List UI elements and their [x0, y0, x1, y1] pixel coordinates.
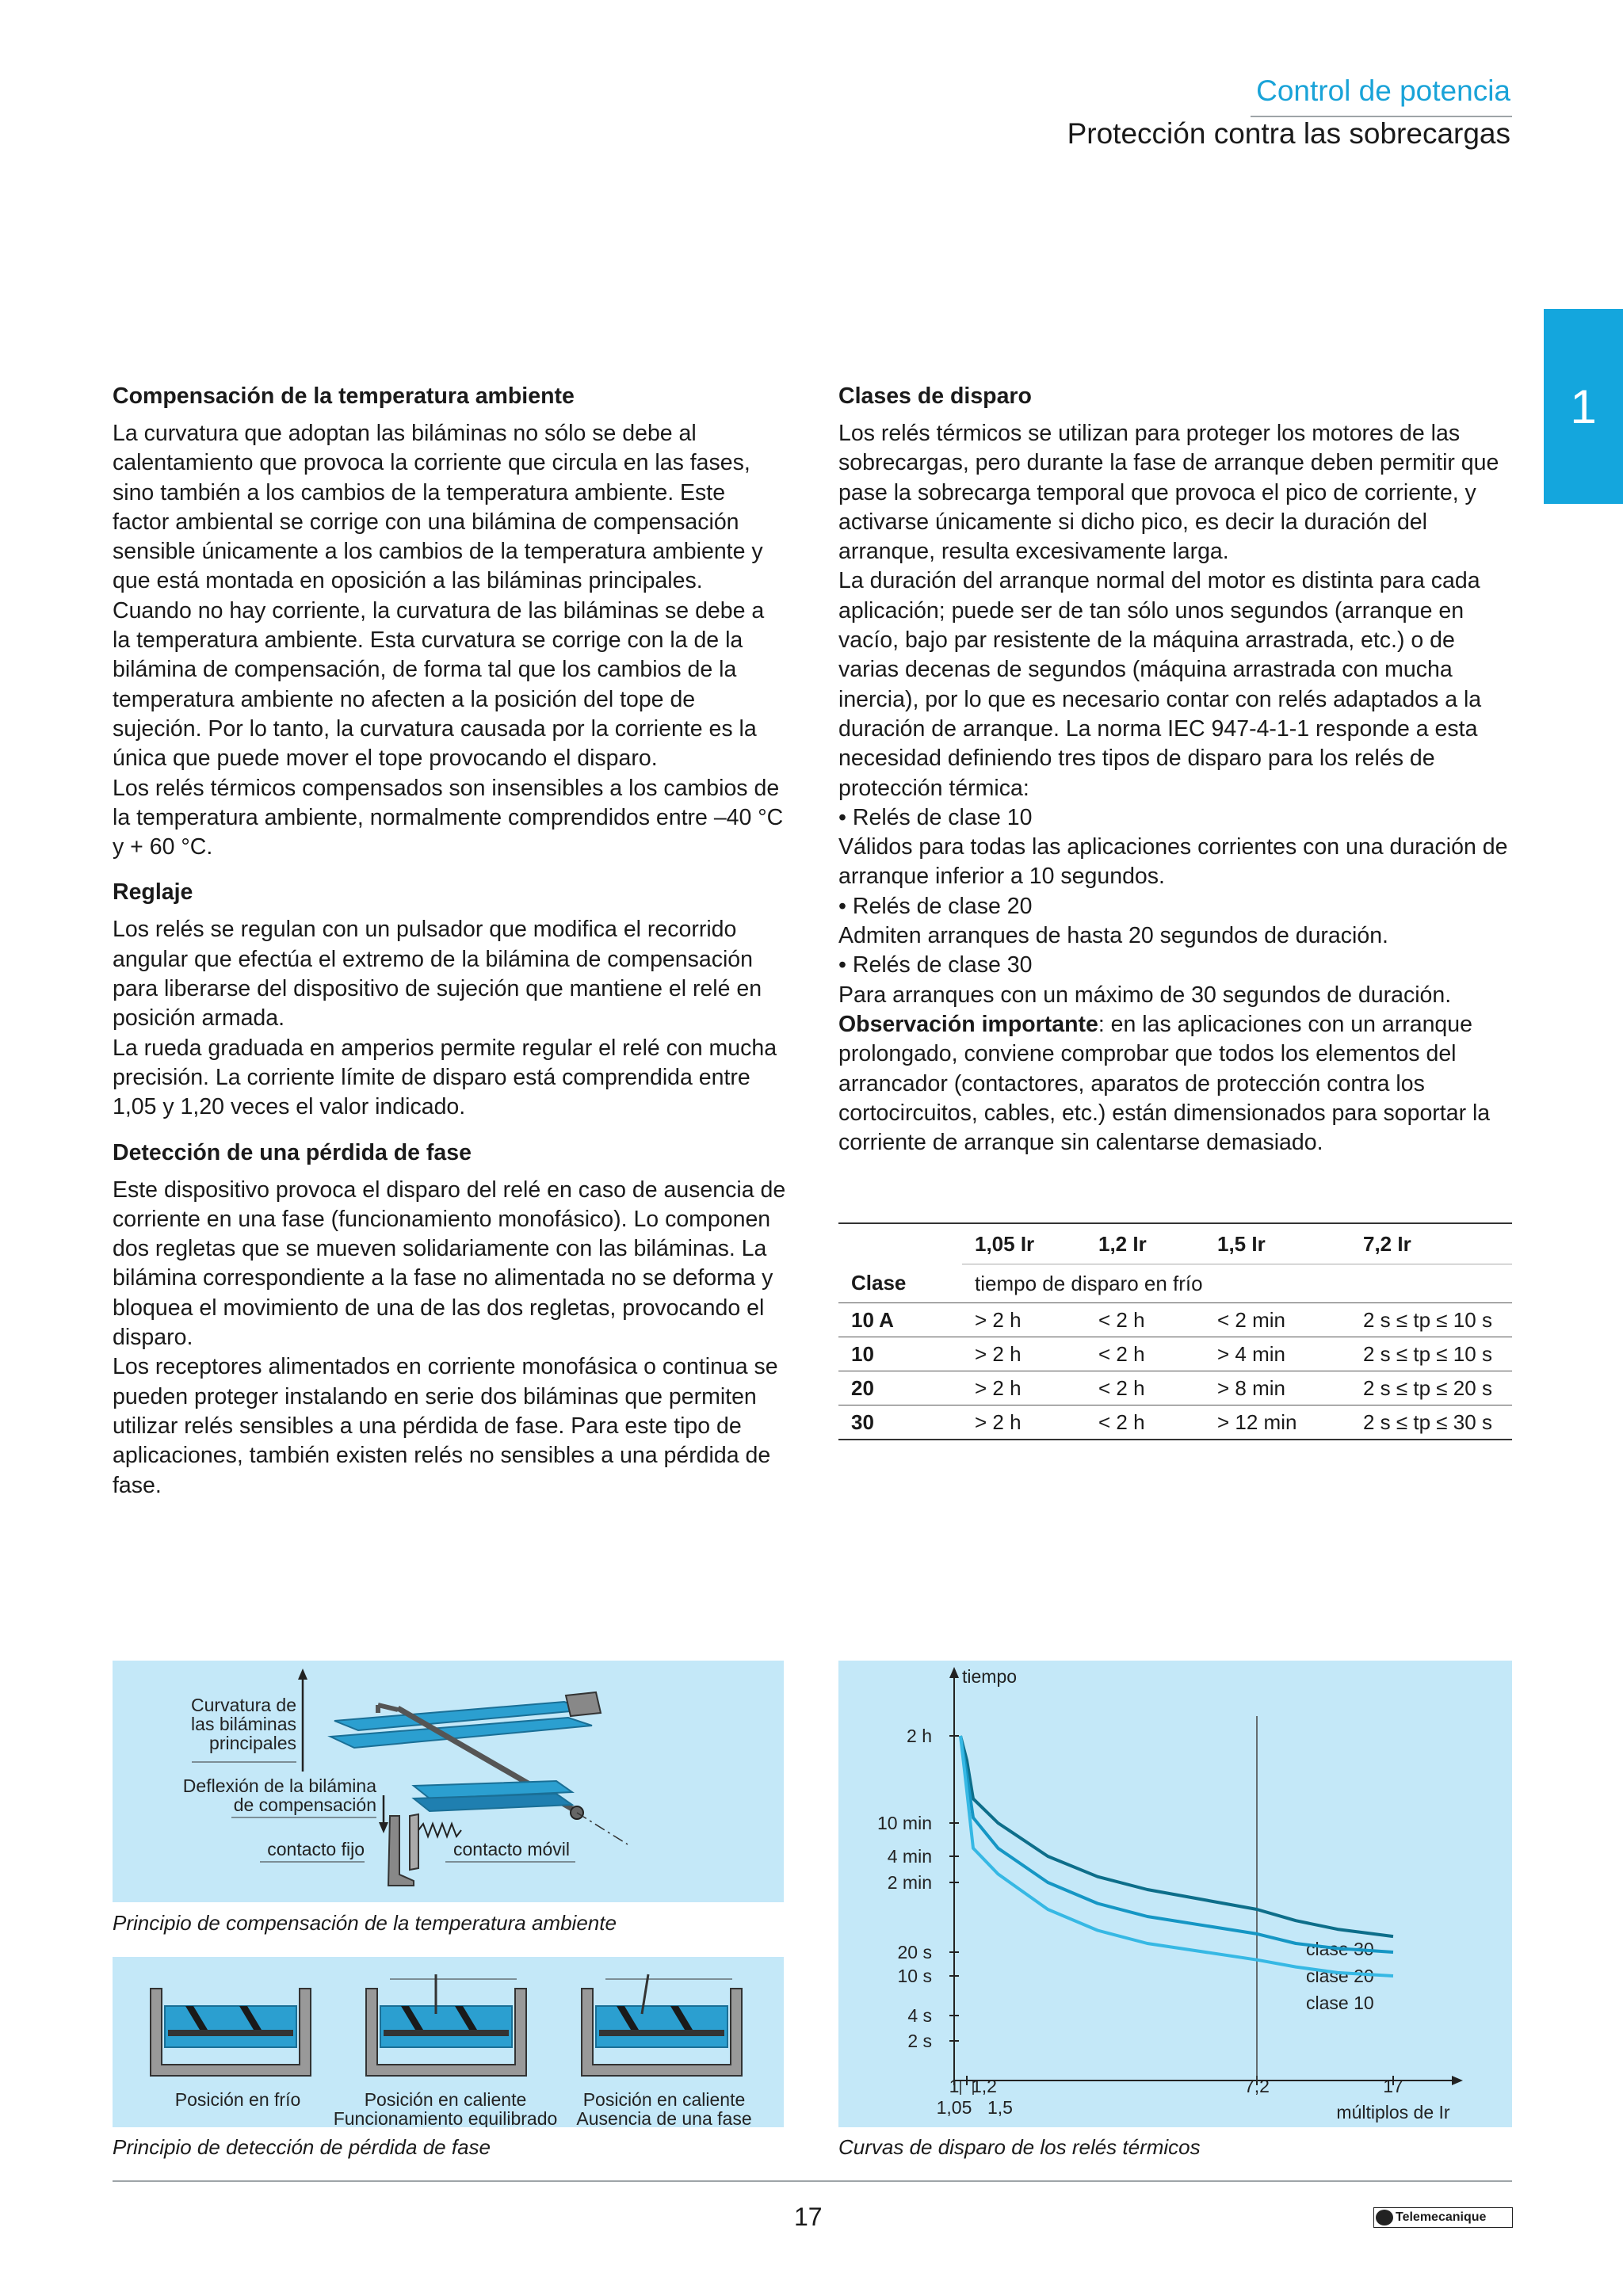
y-axis-label: tiempo	[962, 1666, 1018, 1687]
paragraph: Válidos para todas las aplicaciones corrientes con una duración de arranque inferior a 10 segundos.	[838, 834, 1508, 890]
svg-text:principales: principales	[209, 1733, 296, 1753]
brand-logo	[1373, 2207, 1513, 2228]
section-heading: Clases de disparo	[838, 383, 1032, 409]
table-row: 20 > 2 h < 2 h > 8 min 2 s ≤ tp ≤ 20 s	[838, 1371, 1512, 1405]
page-number: 17	[794, 2203, 823, 2231]
relay-hot-balanced	[366, 1974, 526, 2076]
y-tick-label: 10 min	[876, 1813, 932, 1833]
section-heading: Detección de una pérdida de fase	[113, 1139, 472, 1165]
y-tick-label: 10 s	[897, 1966, 932, 1986]
x-tick-label: 1,2	[972, 2076, 997, 2096]
figure-caption: Principio de compensación de la temperatura ambiente	[113, 1911, 617, 1935]
footer-divider	[113, 2180, 1512, 2182]
note-text: : en las aplicaciones con un arranque prolongado, conviene comprobar que todos los elementos del arrancador (contactores, aparatos de protección contra los cortocircuitos, cables, etc.) están dimensionados para soportar la corriente de arranque sin calentarse demasiado.	[838, 1011, 1491, 1156]
table-row: 10 A > 2 h < 2 h < 2 min 2 s ≤ tp ≤ 10 s	[838, 1303, 1512, 1337]
table-header-cell: 1,05 Ir	[962, 1223, 1086, 1264]
label-hot-balanced: Posición en caliente	[364, 2089, 527, 2110]
trip-curves-svg	[838, 1661, 1512, 2127]
table-header-row	[838, 1223, 1512, 1264]
section-phase-loss	[113, 1138, 786, 1501]
curve-clase-20	[960, 1736, 1393, 1952]
paragraph: Los relés térmicos se utilizan para proteger los motores de las sobrecargas, pero durante la fase de arranque deben permitir que pase la sobrecarga temporal que provoca el pico de corriente, y activarse únicamente si dicho pico, es decir la duración del arranque, resulta excesivamente larga.	[838, 421, 1499, 565]
page-subtitle: Protección contra las sobrecargas	[1067, 117, 1510, 150]
phase-loss-diagram	[113, 1957, 784, 2127]
x-tick-label: 1	[949, 2076, 960, 2096]
figure-caption: Principio de detección de pérdida de fase	[113, 2135, 491, 2159]
arrow-head-icon	[298, 1669, 307, 1680]
paragraph: Los relés se regulan con un pulsador que modifica el recorrido angular que efectúa el extremo de la bilámina de compensación para liberarse del dispositivo de sujeción que mantiene el relé en posición armada.	[113, 917, 762, 1032]
bimetal-holder	[566, 1692, 601, 1716]
x-tick-label: 17	[1383, 2076, 1403, 2096]
table-header-cell: 1,5 Ir	[1205, 1223, 1350, 1264]
svg-text:Ausencia de una fase: Ausencia de una fase	[576, 2108, 752, 2127]
series-label: clase 30	[1306, 1939, 1374, 1959]
relay-hot-phase-loss	[582, 1974, 742, 2076]
bullet-item: • Relés de clase 20	[838, 893, 1033, 919]
paragraph: Admiten arranques de hasta 20 segundos de duración.	[838, 923, 1388, 949]
brand-name: Telemecanique	[1396, 2210, 1487, 2224]
note-label: Observación importante	[838, 1011, 1098, 1037]
paragraph: Los receptores alimentados en corriente monofásica o continua se pueden proteger instalando en serie dos biláminas que permiten utilizar relés sensibles a una pérdida de fase. Para este tipo de aplicaciones, también existen relés no sensibles a una pérdida de fase.	[113, 1354, 778, 1498]
y-tick-label: 2 h	[907, 1726, 932, 1746]
label-deflection: Deflexión de la bilámina	[182, 1775, 376, 1796]
table-header-cell: Clase	[851, 1271, 907, 1295]
bullet-item: • Relés de clase 30	[838, 952, 1033, 978]
trip-curves-chart	[838, 1661, 1512, 2127]
y-tick-label: 20 s	[897, 1942, 932, 1962]
section-temperature-compensation	[113, 382, 786, 862]
paragraph: La rueda graduada en amperios permite regular el relé con mucha precisión. La corriente límite de disparo está comprendida entre 1,05 y 1,20 veces el valor indicado.	[113, 1035, 777, 1120]
label-moving-contact: contacto móvil	[453, 1839, 571, 1859]
y-tick-label: 2 min	[887, 1872, 932, 1893]
svg-text:de compensación: de compensación	[233, 1794, 376, 1815]
relay-cold	[151, 1989, 311, 2076]
chapter-tab[interactable]: 1	[1544, 309, 1623, 504]
section-title: Control de potencia	[1256, 74, 1510, 107]
spring	[418, 1824, 461, 1836]
note-paragraph	[838, 1010, 1512, 1158]
table-row: 10 > 2 h < 2 h > 4 min 2 s ≤ tp ≤ 10 s	[838, 1337, 1512, 1371]
paragraph: Para arranques con un máximo de 30 segundos de duración.	[838, 982, 1452, 1008]
x-tick-label: 1,5	[987, 2097, 1013, 2118]
label-cold: Posición en frío	[174, 2089, 301, 2110]
label-curvature: Curvatura de	[191, 1695, 296, 1715]
label-hot-phase-loss: Posición en caliente	[582, 2089, 746, 2110]
svg-text:Funcionamiento equilibrado: Funcionamiento equilibrado	[333, 2108, 558, 2127]
y-tick-label: 2 s	[907, 2031, 932, 2051]
compensation-figure	[113, 1661, 784, 1902]
table-header-cell: 7,2 Ir	[1350, 1223, 1512, 1264]
right-column	[838, 382, 1512, 1158]
svg-text:las biláminas: las biláminas	[191, 1714, 296, 1734]
x-axis-arrow-icon	[1452, 2076, 1463, 2085]
y-tick-label: 4 min	[887, 1846, 932, 1867]
brand-mark-icon	[1376, 2210, 1393, 2225]
paragraph: La curvatura que adoptan las biláminas no sólo se debe al calentamiento que provoca la corriente que circula en las fases, sino también a los cambios de la temperatura ambiente. Este factor ambiental se corrige con una bilámina de compensación sensible únicamente a los cambios de la temperatura ambiente y que está montada en oposición a las biláminas principales.	[113, 421, 763, 594]
bullet-item: • Relés de clase 10	[838, 804, 1033, 830]
table-subheader-row	[838, 1264, 1512, 1303]
x-tick-label: 1,05	[936, 2097, 972, 2118]
series-label: clase 20	[1306, 1966, 1374, 1986]
series-label: clase 10	[1306, 1993, 1374, 2013]
deflection-arrow-icon	[379, 1822, 388, 1833]
figure-caption: Curvas de disparo de los relés térmicos	[838, 2135, 1201, 2159]
section-heading: Reglaje	[113, 879, 193, 906]
section-reglaje	[113, 878, 786, 1122]
y-axis-arrow-icon	[949, 1667, 959, 1678]
trip-class-table	[838, 1222, 1512, 1440]
paragraph: La duración del arranque normal del motor es distinta para cada aplicación; puede ser de tan sólo unos segundos (arranque en vacío, bajo par resistente de la máquina arrastrada, etc.) o de varias decenas de segundos (máquina arrastrada con mucha inercia), por lo que es necesario contar con relés adaptados a la duración de arranque. La norma IEC 947-4-1-1 responde a esta necesidad definiendo tres tipos de disparo para los relés de protección térmica:	[838, 568, 1482, 801]
paragraph: Los relés térmicos compensados son insensibles a los cambios de la temperatura ambiente, normalmente comprendidos entre –40 °C y + 60 °C.	[113, 775, 784, 860]
table-header-cell: 1,2 Ir	[1086, 1223, 1205, 1264]
x-tick-label: 7,2	[1244, 2076, 1270, 2096]
phase-loss-figure	[113, 1957, 784, 2127]
paragraph: Cuando no hay corriente, la curvatura de las biláminas se debe a la temperatura ambiente. Esta curvatura se corrige con la de la bilámina de compensación, de forma tal que los cambios de la temperatura ambiente no afecten a la posición del tope de sujeción. Por lo tanto, la curvatura causada por la corriente es la única que puede mover el tope provocando el disparo.	[113, 597, 765, 772]
label-fixed-contact: contacto fijo	[267, 1839, 365, 1859]
table-subheader-cell: tiempo de disparo en frío	[962, 1264, 1512, 1303]
left-column	[113, 382, 786, 1516]
section-heading: Compensación de la temperatura ambiente	[113, 383, 575, 409]
x-axis-label: múltiplos de Ir	[1336, 2102, 1450, 2122]
paragraph: Este dispositivo provoca el disparo del relé en caso de ausencia de corriente en una fase (funcionamiento monofásico). Lo componen dos regletas que se mueven solidariamente con las biláminas. La bilámina correspondiente a la fase no alimentada no se deforma y bloquea el movimiento de una de las dos regletas, provocando el disparo.	[113, 1177, 786, 1351]
compensation-diagram	[113, 1661, 784, 1902]
table-row: 30 > 2 h < 2 h > 12 min 2 s ≤ tp ≤ 30 s	[838, 1405, 1512, 1440]
curve-clase-30	[960, 1736, 1393, 1936]
y-tick-label: 4 s	[907, 2005, 932, 2026]
